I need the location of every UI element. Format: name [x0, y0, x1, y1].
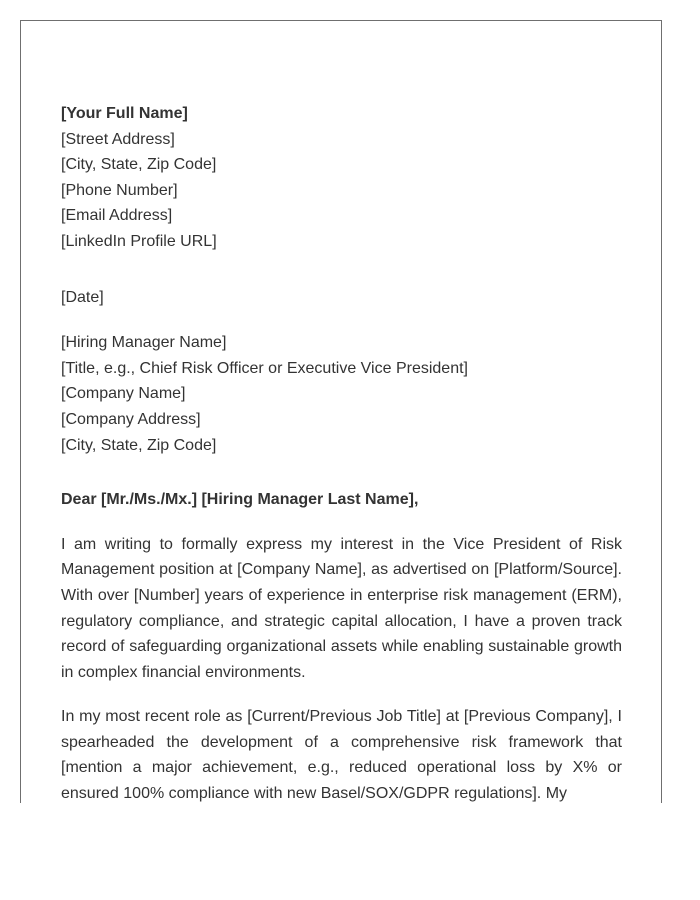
letter-date: [Date] [61, 288, 104, 306]
paragraph-intro: I am writing to formally express my interest in the Vice President of Risk Management position at [Company Name], as advertised on [Platform/Source]. With over [Number] years of experience in enterprise risk management (ERM), regulatory compliance, and strategic capital allocation, I have a proven track record of safeguarding organizational assets while enabling sustainable growth in complex financial environments. [61, 535, 622, 681]
sender-street: [Street Address] [61, 130, 175, 148]
letter-page [20, 20, 662, 803]
sender-email: [Email Address] [61, 207, 173, 225]
paragraph-experience: In my most recent role as [Current/Previous Job Title] at [Previous Company], I spearheaded the development of a comprehensive risk framework that [mention a major achievement, e.g., reduced operational loss by X% or ensured 100% compliance with new Basel/SOX/GDPR regulations]. My [61, 708, 622, 803]
sender-linkedin: [LinkedIn Profile URL] [61, 232, 217, 250]
recipient-company: [Company Name] [61, 385, 186, 403]
sender-city: [City, State, Zip Code] [61, 156, 217, 174]
salutation: Dear [Mr./Ms./Mx.] [Hiring Manager Last Name], [61, 491, 419, 509]
sender-phone: [Phone Number] [61, 181, 178, 199]
recipient-city: [City, State, Zip Code] [61, 436, 217, 454]
recipient-block [61, 330, 622, 458]
sender-block [61, 101, 622, 255]
sender-name: [Your Full Name] [61, 105, 188, 122]
letter-body [61, 101, 622, 803]
recipient-title: [Title, e.g., Chief Risk Officer or Executive Vice President] [61, 359, 468, 377]
recipient-address: [Company Address] [61, 410, 201, 428]
recipient-name: [Hiring Manager Name] [61, 334, 227, 352]
